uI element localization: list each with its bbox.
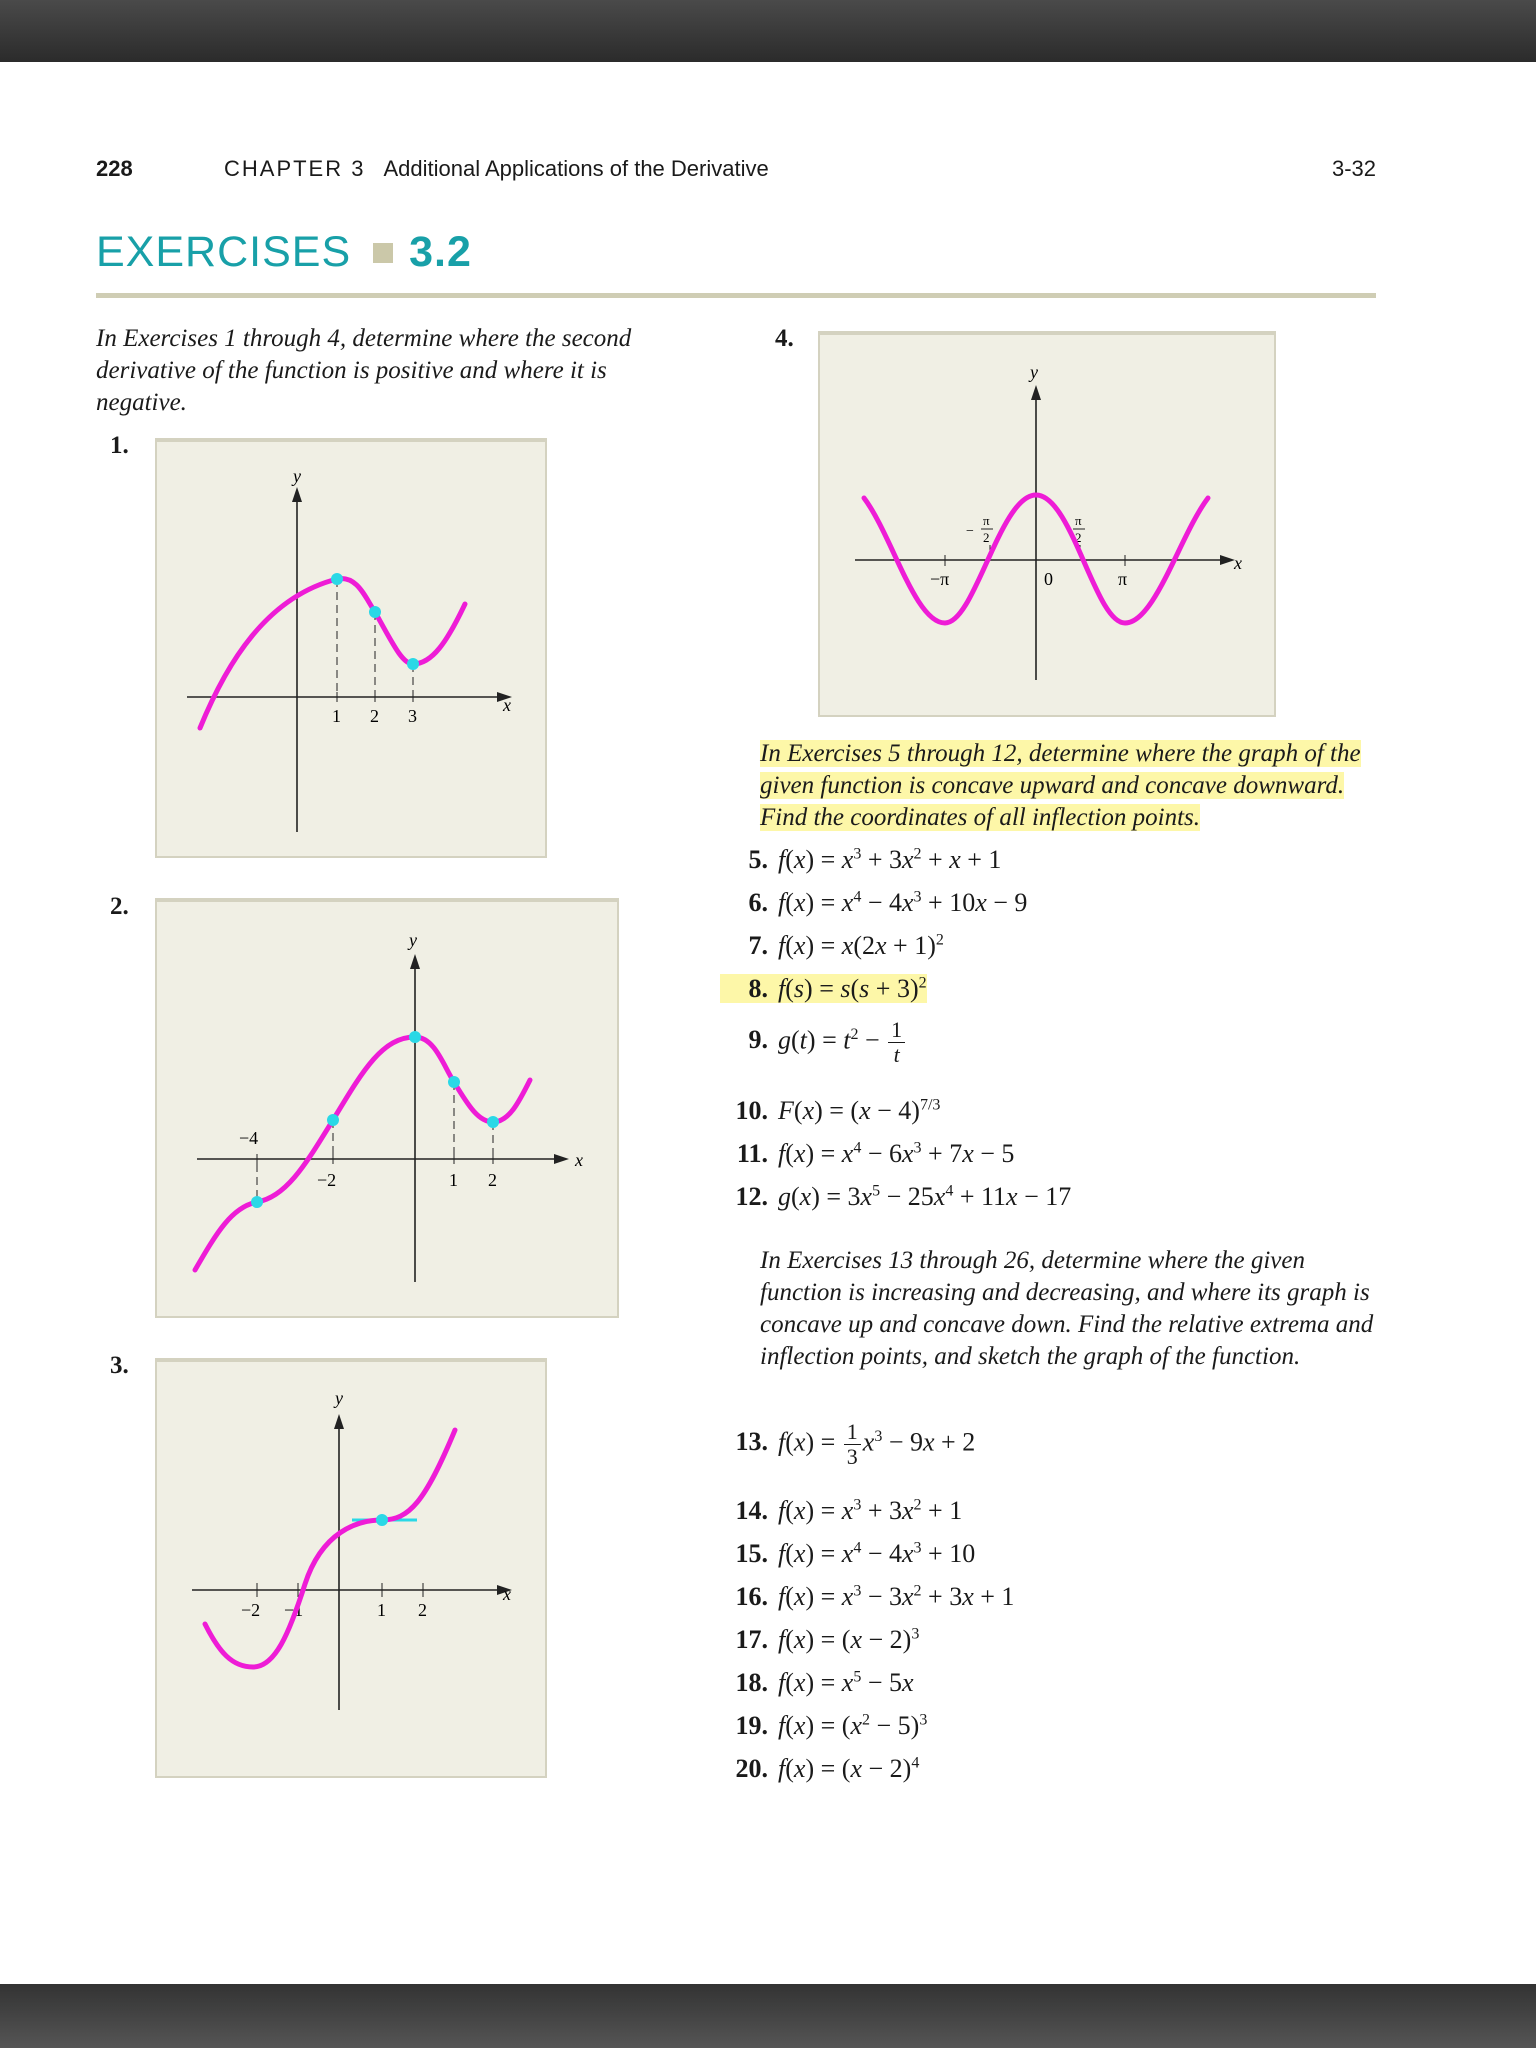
problem-20-number: 20. [735, 1754, 768, 1783]
g4-neg-half-num: π [983, 513, 990, 528]
problem-9-number: 9. [748, 1025, 768, 1055]
section-number: 3.2 [409, 228, 472, 276]
g4-x-label: x [1234, 553, 1242, 573]
problem-10-number: 10. [735, 1096, 768, 1125]
graph-3 [155, 1358, 547, 1778]
title-square-icon [373, 243, 393, 263]
problem-13-number: 13. [735, 1427, 768, 1457]
g4-half-num: π [1075, 513, 1082, 528]
problem-16: 16. $f(x) = x^3 - 3x^2 + 3x + 1$ [720, 1582, 1014, 1612]
g4-y-label: y [1030, 362, 1038, 382]
g2-tick-neg4: −4 [239, 1128, 259, 1148]
intro-exercises-1-4: In Exercises 1 through 4, determine where the second derivative of the function is positive and where it is negative. [96, 325, 632, 416]
problem-11: 11. $f(x) = x^4 - 6x^3 + 7x - 5$ [720, 1139, 1014, 1169]
problem-5-number: 5. [748, 845, 768, 874]
g4-neg-half-den: 2 [983, 530, 990, 545]
page-number: 228 [96, 156, 133, 181]
problem-14-number: 14. [735, 1496, 768, 1525]
g3-x-label: x [503, 1584, 511, 1604]
problem-10: 10. $F(x) = (x - 4)^{7/3}$ [720, 1096, 940, 1126]
g4-half-den: 2 [1075, 530, 1082, 545]
g3-tick-neg2: −2 [241, 1600, 261, 1620]
problem-15: 15. $f(x) = x^4 - 4x^3 + 10$ [720, 1539, 975, 1569]
reader-bottom-bar [0, 1984, 1536, 2048]
exercise-1-label: 1. [110, 432, 129, 459]
intro-exercises-5-12 [760, 738, 1380, 834]
problem-5: 5. $f(x) = x^3 + 3x^2 + x + 1$ [720, 845, 1001, 875]
section-word: EXERCISES [96, 228, 352, 276]
g2-tick-2: 2 [488, 1170, 497, 1190]
problem-8-highlight: 8. $f(s) = s(s + 3)^2$ [720, 974, 927, 1003]
chapter-title: Additional Applications of the Derivative [383, 156, 769, 181]
exercise-2-label: 2. [110, 893, 129, 920]
title-rule [96, 293, 1376, 298]
graph-2 [155, 898, 619, 1318]
g4-minus-sign: − [966, 524, 974, 539]
chapter-heading [224, 156, 769, 182]
g1-tick-1: 1 [332, 706, 341, 726]
exercise-4-label: 4. [775, 325, 794, 352]
problem-6: 6. $f(x) = x^4 - 4x^3 + 10x - 9$ [720, 888, 1027, 918]
problem-11-number: 11. [736, 1139, 768, 1168]
problem-6-number: 6. [748, 888, 768, 917]
highlighted-instructions: In Exercises 5 through 12, determine where the graph of the given function is concave upward and concave downward. Find the coordinates of all inflection points. [760, 740, 1361, 831]
problem-16-number: 16. [735, 1582, 768, 1611]
g4-tick-zero: 0 [1044, 569, 1053, 589]
problem-17: 17. $f(x) = (x - 2)^3$ [720, 1625, 919, 1655]
problem-13: 13. f(x) = $\frac{1}{3}$ $x^3 - 9x + 2$ [720, 1420, 975, 1469]
problem-14: 14. $f(x) = x^3 + 3x^2 + 1$ [720, 1496, 962, 1526]
problem-18-number: 18. [735, 1668, 768, 1697]
g2-x-label: x [575, 1150, 583, 1170]
g2-tick-neg2: −2 [317, 1170, 337, 1190]
problem-12: 12. $g(x) = 3x^5 - 25x^4 + 11x - 17$ [720, 1182, 1071, 1212]
intro-exercises-13-26: In Exercises 13 through 26, determine where the given function is increasing and decreasing, and where its graph is concave up and concave down. Find the relative extrema and inflection points, and sketch the graph of the function. [760, 1247, 1374, 1370]
problem-20: 20. $f(x) = (x - 2)^4$ [720, 1754, 919, 1784]
g2-y-label: y [409, 930, 417, 950]
g3-tick-1: 1 [377, 1600, 386, 1620]
graph-4 [818, 331, 1276, 717]
page-id: 3-32 [1331, 156, 1376, 181]
problem-19-number: 19. [735, 1711, 768, 1740]
problem-17-number: 17. [735, 1625, 768, 1654]
problem-18: 18. $f(x) = x^5 - 5x$ [720, 1668, 914, 1698]
problem-8 [720, 974, 927, 1004]
g1-x-label: x [503, 695, 511, 715]
problem-7: 7. $f(x) = x(2x + 1)^2$ [720, 931, 944, 961]
g1-tick-2: 2 [370, 706, 379, 726]
problem-15-number: 15. [735, 1539, 768, 1568]
section-title [96, 228, 472, 277]
chapter-label: CHAPTER 3 [224, 156, 366, 181]
g4-tick-neg-pi: −π [930, 569, 950, 589]
g3-y-label: y [335, 1388, 343, 1408]
graph-1 [155, 438, 547, 858]
problem-7-number: 7. [748, 931, 768, 960]
g1-tick-3: 3 [408, 706, 417, 726]
reader-top-bar [0, 0, 1536, 62]
g2-tick-1: 1 [449, 1170, 458, 1190]
exercise-3-label: 3. [110, 1352, 129, 1379]
problem-12-number: 12. [735, 1182, 768, 1211]
g1-y-label: y [293, 466, 301, 486]
g4-tick-pi: π [1118, 569, 1128, 589]
g3-tick-2: 2 [418, 1600, 427, 1620]
problem-9: 9. $g(t) = t^2$ − $\frac{1}{t}$ [720, 1018, 907, 1067]
problem-19: 19. $f(x) = (x^2 - 5)^3$ [720, 1711, 927, 1741]
g3-tick-neg1: −1 [284, 1600, 304, 1620]
problem-8-number: 8. [748, 974, 768, 1003]
